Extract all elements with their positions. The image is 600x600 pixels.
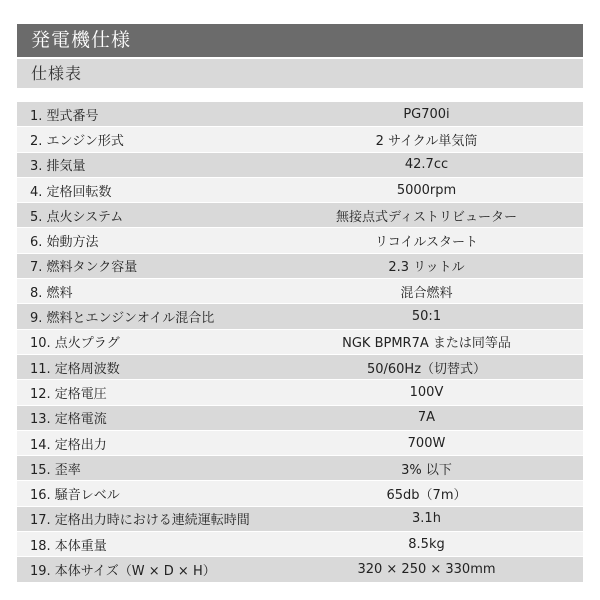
spec-value: リコイルスタート <box>310 228 583 253</box>
spec-label: 19. 本体サイズ（W × D × H） <box>17 557 310 582</box>
spec-value: 8.5kg <box>310 532 583 557</box>
spec-label: 17. 定格出力時における連続運転時間 <box>17 507 310 532</box>
table-row <box>17 380 583 405</box>
spec-label: 18. 本体重量 <box>17 532 310 557</box>
table-row <box>17 481 583 506</box>
table-row <box>17 254 583 279</box>
table-row <box>17 228 583 253</box>
spec-label: 15. 歪率 <box>17 456 310 481</box>
spec-label: 11. 定格周波数 <box>17 355 310 380</box>
spec-label: 6. 始動方法 <box>17 228 310 253</box>
table-row <box>17 330 583 355</box>
spec-value: 混合燃料 <box>310 279 583 304</box>
page-title: 発電機仕様 <box>17 24 583 57</box>
spec-value: 42.7cc <box>310 153 583 178</box>
spec-table <box>17 102 583 583</box>
table-row <box>17 532 583 557</box>
spec-label: 2. エンジン形式 <box>17 127 310 152</box>
section-subtitle: 仕様表 <box>17 59 583 88</box>
spec-label: 9. 燃料とエンジンオイル混合比 <box>17 304 310 329</box>
spec-label: 3. 排気量 <box>17 153 310 178</box>
table-row <box>17 557 583 582</box>
table-row <box>17 153 583 178</box>
spec-label: 12. 定格電圧 <box>17 380 310 405</box>
spec-label: 5. 点火システム <box>17 203 310 228</box>
spec-label: 1. 型式番号 <box>17 102 310 127</box>
table-row <box>17 127 583 152</box>
table-row <box>17 203 583 228</box>
spec-value: 3.1h <box>310 507 583 532</box>
spec-value: 3% 以下 <box>310 456 583 481</box>
table-row <box>17 178 583 203</box>
spec-value: 50:1 <box>310 304 583 329</box>
spec-label: 13. 定格電流 <box>17 406 310 431</box>
spec-label: 16. 騒音レベル <box>17 481 310 506</box>
spec-label: 14. 定格出力 <box>17 431 310 456</box>
table-row <box>17 102 583 127</box>
table-row <box>17 456 583 481</box>
table-row <box>17 279 583 304</box>
table-row <box>17 406 583 431</box>
spec-value: 700W <box>310 431 583 456</box>
spec-value: 無接点式ディストリビューター <box>310 203 583 228</box>
spec-value: NGK BPMR7A または同等品 <box>310 330 583 355</box>
table-row <box>17 355 583 380</box>
spec-value: 7A <box>310 406 583 431</box>
spec-label: 7. 燃料タンク容量 <box>17 254 310 279</box>
table-row <box>17 507 583 532</box>
spec-value: 65db（7m） <box>310 481 583 506</box>
spec-value: 2 サイクル単気筒 <box>310 127 583 152</box>
table-row <box>17 431 583 456</box>
spec-value: 50/60Hz（切替式） <box>310 355 583 380</box>
spec-value: 2.3 リットル <box>310 254 583 279</box>
spec-value: 100V <box>310 380 583 405</box>
spec-label: 8. 燃料 <box>17 279 310 304</box>
spec-value: 320 × 250 × 330mm <box>310 557 583 582</box>
spec-label: 4. 定格回転数 <box>17 178 310 203</box>
spec-value: 5000rpm <box>310 178 583 203</box>
table-row <box>17 304 583 329</box>
spec-value: PG700i <box>310 102 583 127</box>
spec-label: 10. 点火プラグ <box>17 330 310 355</box>
